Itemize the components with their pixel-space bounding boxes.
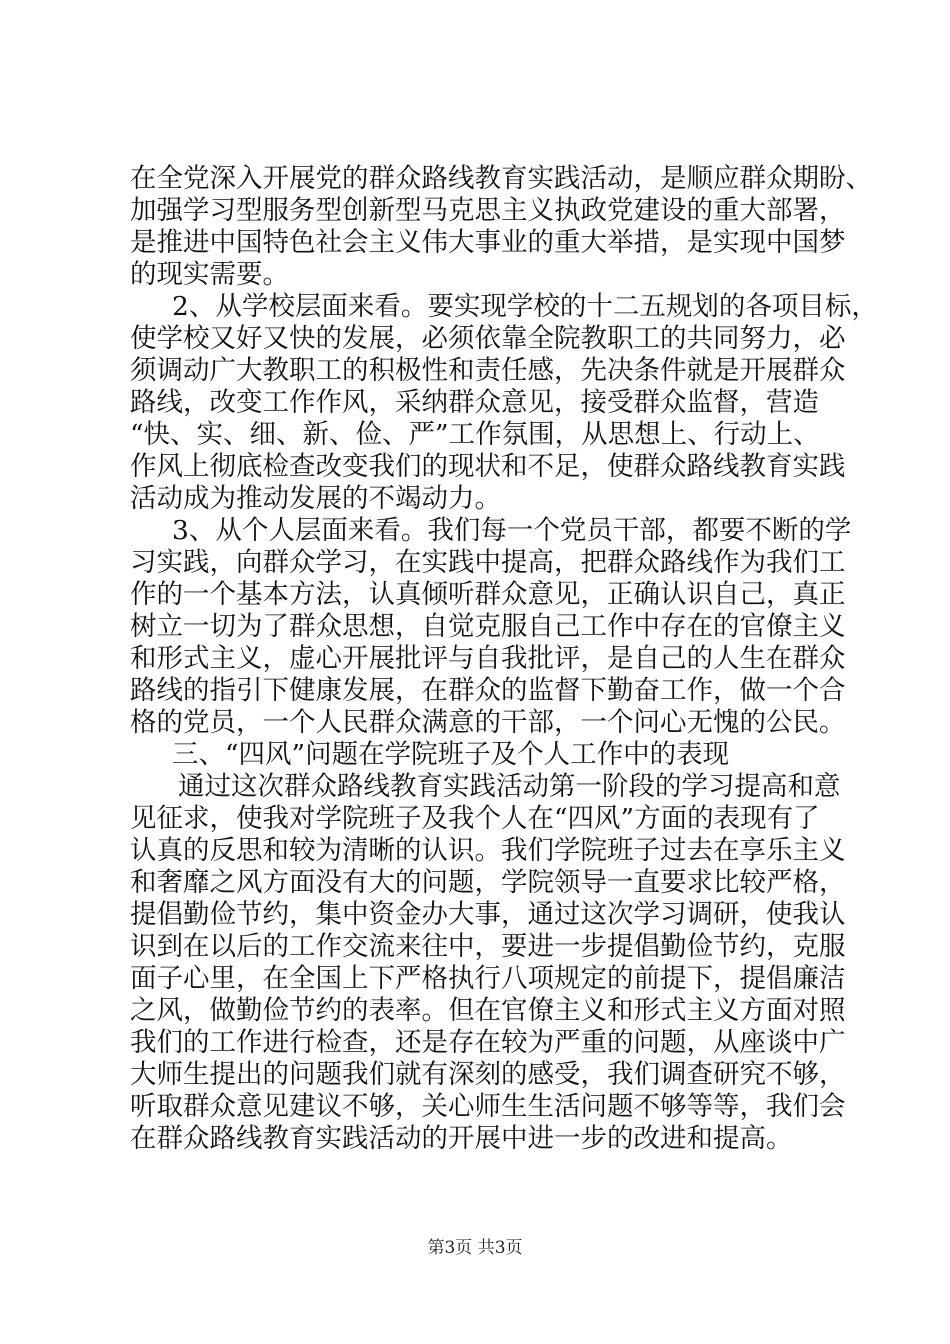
text-line: 的现实需要。 <box>130 259 289 290</box>
text-line: 通过这次群众路线教育实践活动第一阶段的学习提高和意 <box>178 771 841 802</box>
text-line: 须调动广大教职工的积极性和责任感，先决条件就是开展群众 <box>130 355 846 386</box>
paragraph-four-winds <box>130 771 846 1155</box>
text-line: 作的一个基本方法，认真倾听群众意见，正确认识自己，真正 <box>130 579 846 610</box>
text-line: 提倡勤俭节约，集中资金办大事，通过这次学习调研，使我认 <box>130 899 846 930</box>
text-line: 加强学习型服务型创新型马克思主义执政党建设的重大部署， <box>130 195 846 226</box>
text-line: 认真的反思和较为清晰的认识。我们学院班子过去在享乐主义 <box>130 835 846 866</box>
text-line: 路线，改变工作作风，采纳群众意见，接受群众监督，营造 <box>130 387 819 418</box>
text-line: 在全党深入开展党的群众路线教育实践活动，是顺应群众期盼、 <box>130 163 872 194</box>
text-line: 识到在以后的工作交流来往中，要进一步提倡勤俭节约，克服 <box>130 931 846 962</box>
text-line: 见征求，使我对学院班子及我个人在“四风”方面的表现有了 <box>130 803 820 834</box>
text-line: 大师生提出的问题我们就有深刻的感受，我们调查研究不够， <box>130 1059 846 1090</box>
paragraph-1 <box>130 163 872 291</box>
document-body <box>130 163 878 1155</box>
text-line: 2、从学校层面来看。要实现学校的十二五规划的各项目标， <box>172 291 878 322</box>
text-line: 3、从个人层面来看。我们每一个党员干部，都要不断的学 <box>172 515 852 546</box>
page-number-footer: 第3页 共3页 <box>427 1238 523 1258</box>
text-line: 之风，做勤俭节约的表率。但在官僚主义和形式主义方面对照 <box>130 995 846 1026</box>
text-line: 作风上彻底检查改变我们的现状和不足，使群众路线教育实践 <box>130 451 846 482</box>
section-heading-text: 三、“四风”问题在学院班子及个人工作中的表现 <box>172 739 730 770</box>
text-line: 和奢靡之风方面没有大的问题，学院领导一直要求比较严格， <box>130 867 846 898</box>
text-line: 格的党员，一个人民群众满意的干部，一个问心无愧的公民。 <box>130 707 846 738</box>
text-line: 活动成为推动发展的不竭动力。 <box>130 483 501 514</box>
text-line: “快、实、细、新、俭、严”工作氛围，从思想上、行动上、 <box>130 419 820 450</box>
text-line: 和形式主义，虚心开展批评与自我批评，是自己的人生在群众 <box>130 643 846 674</box>
text-line: 在群众路线教育实践活动的开展中进一步的改进和提高。 <box>130 1123 793 1154</box>
paragraph-personal-level <box>130 515 852 739</box>
text-line: 树立一切为了群众思想，自觉克服自己工作中存在的官僚主义 <box>130 611 846 642</box>
text-line: 是推进中国特色社会主义伟大事业的重大举措，是实现中国梦 <box>130 227 846 258</box>
text-line: 习实践，向群众学习，在实践中提高，把群众路线作为我们工 <box>130 547 846 578</box>
text-line: 面子心里，在全国上下严格执行八项规定的前提下，提倡廉洁 <box>130 963 846 994</box>
text-line: 路线的指引下健康发展，在群众的监督下勤奋工作，做一个合 <box>130 675 846 706</box>
text-line: 使学校又好又快的发展，必须依靠全院教职工的共同努力，必 <box>130 323 846 354</box>
text-line: 我们的工作进行检查，还是存在较为严重的问题，从座谈中广 <box>130 1027 846 1058</box>
paragraph-school-level <box>130 291 878 515</box>
text-line: 听取群众意见建议不够，关心师生生活问题不够等等，我们会 <box>130 1091 846 1122</box>
section-heading <box>130 739 820 771</box>
